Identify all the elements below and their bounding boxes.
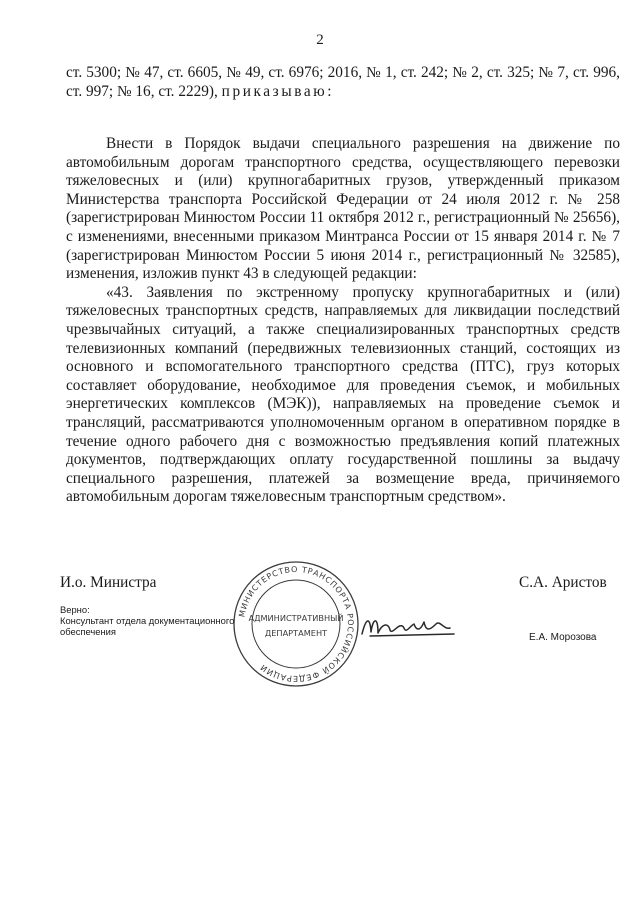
order-word: приказываю: (221, 82, 335, 100)
preamble-text: ст. 5300; № 47, ст. 6605, № 49, ст. 6976; 2016, № 1, ст. 242; № 2, ст. 325; № 7, ст. 996, ст. 997; № 16, ст. 2229), (66, 64, 620, 100)
signatory-name: С.А. Аристов (519, 574, 607, 591)
preamble-paragraph (66, 64, 620, 101)
verification-block (60, 604, 250, 637)
stamp-ring-text: МИНИСТЕРСТВО ТРАНСПОРТА РОССИЙСКОЙ ФЕДЕРАЦИИ (237, 564, 356, 684)
stamp-center-line-2: ДЕПАРТАМЕНТ (264, 628, 328, 638)
stamp-center-line-1: АДМИНИСТРАТИВНЫЙ (248, 613, 344, 623)
verified-label: Верно: (60, 604, 90, 615)
page-number: 2 (316, 32, 324, 48)
verifier-position-line-1: Консультант отдела документационного (60, 615, 235, 626)
stamp-outer-ring (234, 562, 358, 686)
body-text (66, 135, 620, 507)
handwritten-signature (356, 608, 456, 644)
stamp-inner-ring (252, 580, 340, 668)
verifier-position-line-2: обеспечения (60, 626, 116, 637)
verifier-name: Е.А. Морозова (529, 632, 597, 643)
official-stamp (232, 560, 360, 688)
quoted-item-43: «43. Заявления по экстренному пропуску крупногабаритных и (или) тяжеловесных транспортных средств, направляемых для ликвидации последствий чрезвычайных ситуаций, а также специализированных транспортных средств телевизионных компаний (передвижных телевизионных станций, состоящих из основного и вспомогательного транспортного средства (ПТС), груз которых составляет оборудование, необходимое для проведения съемок, и мобильных энергетических комплексов (МЭК)), направляемых на проведение съемок и трансляций, рассматриваются уполномоченным органом в оперативном порядке в течение одного рабочего дня с возможностью предъявления копий платежных документов, подтверждающих оплату государственной пошлины за выдачу специального разрешения, платежей за возмещение вреда, причиняемого автомобильным дорогам тяжеловесным транспортным средством». (66, 283, 620, 506)
main-paragraph: Внести в Порядок выдачи специального разрешения на движение по автомобильным дорогам транспортного средства, осуществляющего перевозки тяжеловесных и (или) крупногабаритных грузов, утвержденный приказом Министерства транспорта Российской Федерации от 24 июля 2012 г. № 258 (зарегистрирован Минюстом России 11 октября 2012 г., регистрационный № 25656), с изменениями, внесенными приказом Минтранса России от 15 января 2014 г. № 7 (зарегистрирован Минюстом России 5 июня 2014 г., регистрационный № 32585), изменения, изложив пункт 43 в следующей редакции: (66, 135, 620, 283)
signatory-title: И.о. Министра (60, 574, 157, 591)
